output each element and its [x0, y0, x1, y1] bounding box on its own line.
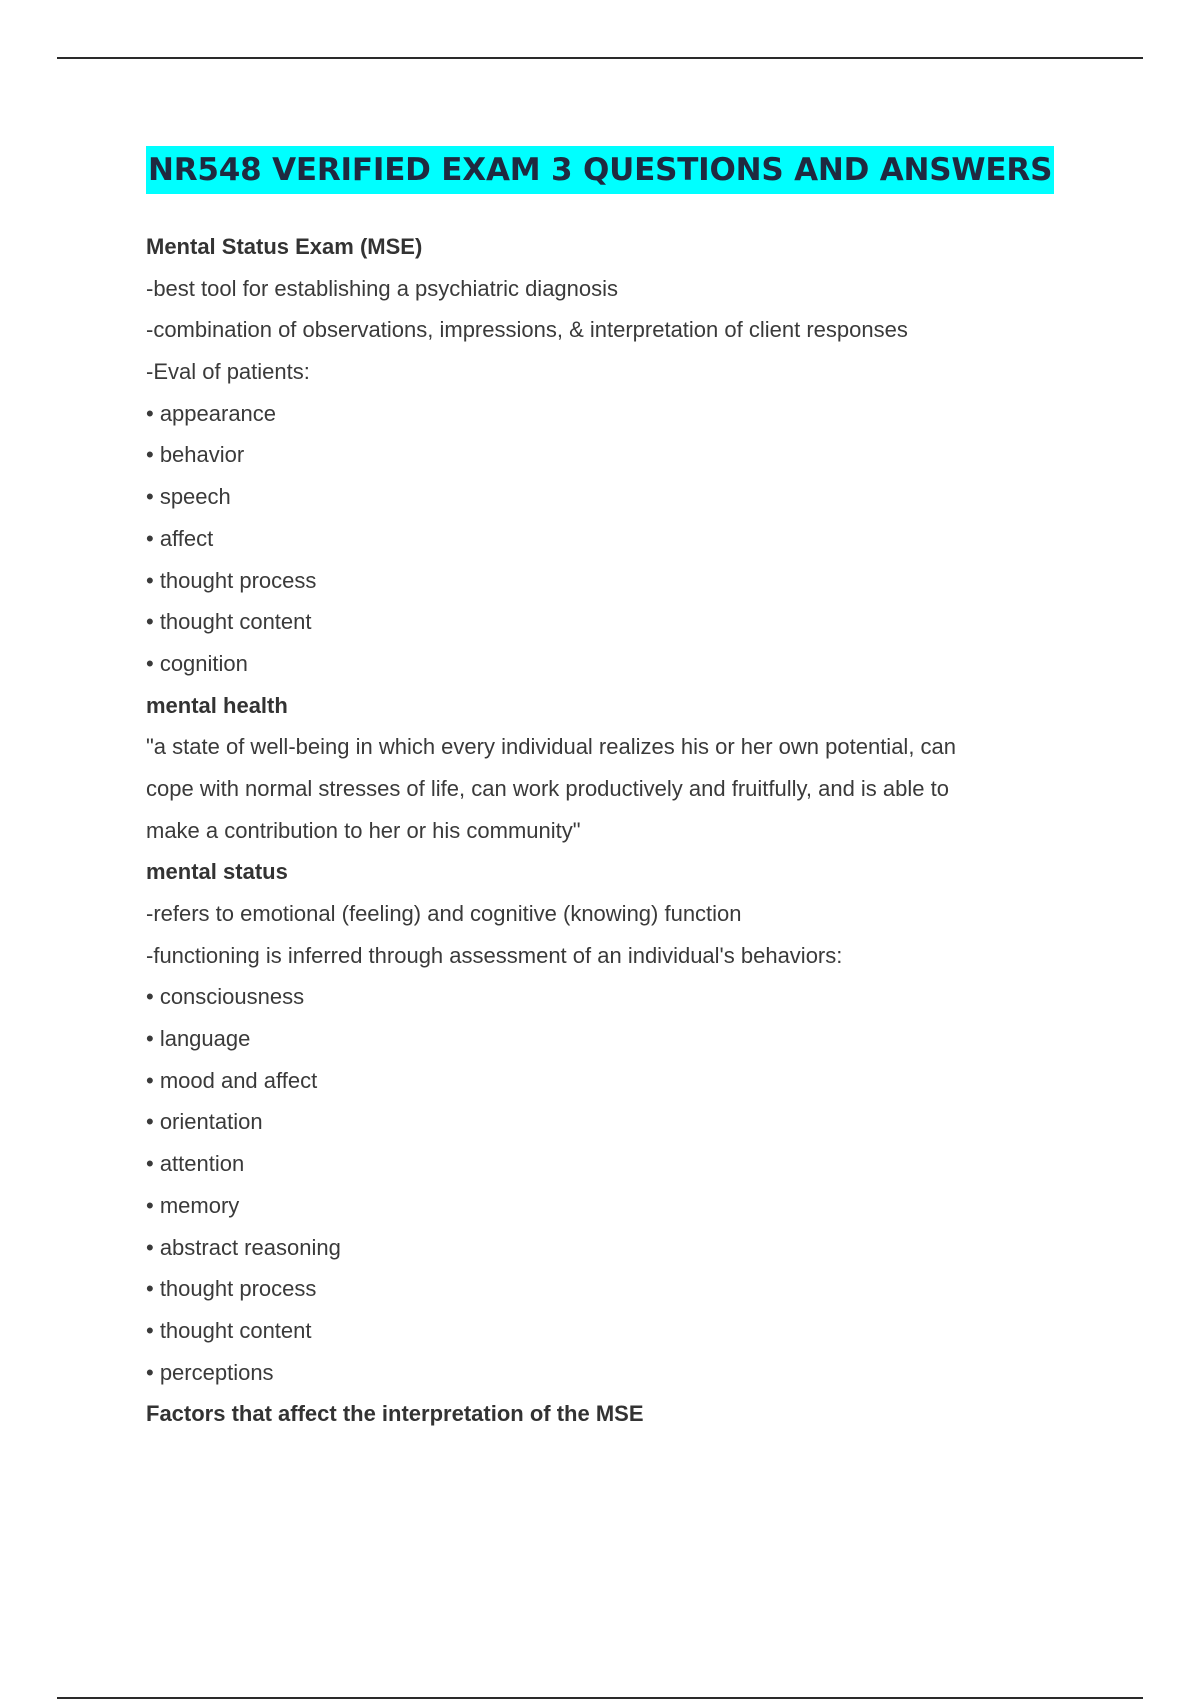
text-line: -Eval of patients: [146, 359, 310, 385]
text-line: -functioning is inferred through assessment of an individual's behaviors: [146, 942, 843, 968]
text-line: • thought content [146, 609, 312, 635]
text-line: • behavior [146, 442, 245, 468]
text-line: -combination of observations, impressions, & interpretation of client responses [146, 317, 908, 343]
text-line: • thought content [146, 1317, 312, 1343]
document-lines [146, 226, 1086, 1435]
text-line: • thought process [146, 567, 317, 593]
text-line: "a state of well-being in which every individual realizes his or her own potential, can [146, 734, 957, 760]
text-line: • appearance [146, 400, 277, 426]
text-line: • affect [146, 525, 214, 551]
section-heading: Factors that affect the interpretation of the MSE [146, 1401, 644, 1427]
text-line: • language [146, 1026, 251, 1052]
page-bottom-rule [57, 1697, 1143, 1699]
text-line: • abstract reasoning [146, 1234, 341, 1260]
document-title: NR548 VERIFIED EXAM 3 QUESTIONS AND ANSWERS [146, 146, 1054, 194]
text-line: • memory [146, 1192, 240, 1218]
text-line: • mood and affect [146, 1067, 318, 1093]
text-line: • cognition [146, 650, 248, 676]
section-heading: Mental Status Exam (MSE) [146, 234, 423, 259]
text-line: -best tool for establishing a psychiatric diagnosis [146, 275, 619, 301]
text-line: -refers to emotional (feeling) and cognitive (knowing) function [146, 901, 742, 926]
text-line: • speech [146, 484, 231, 510]
section-heading: mental status [146, 859, 288, 885]
section-heading: mental health [146, 692, 288, 718]
text-line: • perceptions [146, 1359, 274, 1385]
text-line: • orientation [146, 1109, 263, 1135]
text-line: • consciousness [146, 984, 305, 1010]
page-top-rule [57, 57, 1143, 59]
document-body [146, 146, 1086, 1435]
text-line: cope with normal stresses of life, can work productively and fruitfully, and is able to [146, 775, 949, 801]
text-line: • attention [146, 1151, 245, 1177]
text-line: • thought process [146, 1276, 317, 1302]
text-line: make a contribution to her or his community" [146, 817, 581, 843]
